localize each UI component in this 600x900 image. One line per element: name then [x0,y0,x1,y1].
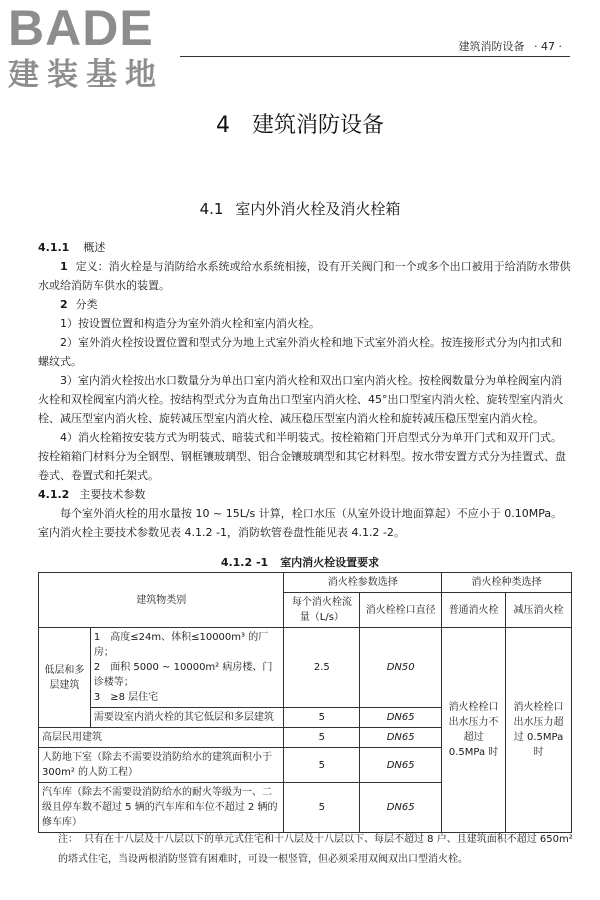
paragraph-text: 分类 [75,298,98,311]
cell-diameter: DN65 [360,728,442,748]
cell-flow: 5 [284,783,360,833]
table-header-row [39,573,572,593]
header-rule [180,56,570,57]
low-item-text: 高度≤24m、体积≤10000m³ 的厂房； [93,632,269,658]
cell-diameter: DN65 [360,748,442,783]
chapter-title [0,108,600,139]
list-item [38,428,572,485]
body-text [38,238,572,542]
list-item [38,371,572,428]
low-item-text: 面积 5000 ~ 10000m² 病房楼、门诊楼等； [93,662,273,688]
header-normal-hydrant: 普通消火栓 [442,593,506,628]
list-item-number: 4） [60,431,78,444]
table-number: 4.1.2 -1 [220,556,269,569]
running-title: 建筑消防设备 [458,40,525,53]
paragraph-definition [38,257,572,295]
section-title-text: 室内外消火栓及消火栓箱 [235,200,401,218]
list-item-text: 室外消火栓按设置位置和型式分为地上式室外消火栓和地下式室外消火栓。按连接形式分为内扣式和螺纹式。 [38,336,562,368]
bade-logo [8,2,164,92]
list-item-number: 2） [60,336,78,349]
chapter-number: 4 [215,113,230,138]
cell-flow: 5 [284,748,360,783]
cell-flow: 5 [284,728,360,748]
subsection-heading-4-1-2 [38,485,572,504]
low-item-number: 2 [93,662,101,673]
table-title: 室内消火栓设置要求 [280,556,380,569]
low-item [94,690,281,705]
paragraph-tech-params: 每个室外消火栓的用水量按 10 ~ 15L/s 计算，栓口水压（从室外设计地面算起）不应小于 0.10MPa。室内消火栓主要技术参数见表 4.1.2 -1，消防软管卷盘性能见表 4.1.2 -2。 [38,507,563,539]
group-low-rise: 低层和多层建筑 [39,628,91,728]
cell-low-other: 需要设室内消火栓的其它低层和多层建筑 [90,708,284,728]
chapter-title-text: 建筑消防设备 [251,113,384,138]
list-item-number: 1） [60,317,78,330]
cell-diameter: DN65 [360,783,442,833]
cell-flow: 2.5 [284,628,360,708]
list-item-text: 消火栓箱按安装方式为明装式、暗装式和半明装式。按栓箱箱门开启型式分为单开门式和双开门式。按栓箱箱门材料分为全钢型、钢框镶玻璃型、铝合金镶玻璃型和其它材料型。按水带安置方式分为挂置式、盘卷式、卷置式和托架式。 [38,431,566,482]
cell-reduce-note: 消火栓栓口出水压力超过 0.5MPa 时 [506,628,572,833]
footnote-label: 注： [58,834,78,845]
cell-normal-note: 消火栓栓口出水压力不超过 0.5MPa 时 [442,628,506,833]
footnote-text: 只有在十八层及十八层以下的单元式住宅和十八层及十八层以下、每层不超过 8 户、且建筑面积不超过 650m² 的塔式住宅，当设两根消防竖管有困难时，可设一根竖管，但必须采用双阀双出口型消火栓。 [58,834,573,865]
subsection-heading-4-1-1 [38,238,572,257]
section-number: 4.1 [199,200,224,218]
subsection-title: 主要技术参数 [79,488,146,501]
section-title [0,198,600,219]
table-row [39,628,572,708]
header-params: 消火栓参数选择 [284,573,442,593]
logo-text: BADE [8,0,154,56]
cell-diameter: DN50 [360,628,442,708]
list-item-text: 按设置位置和构造分为室外消火栓和室内消火栓。 [78,317,320,330]
low-item-number: 1 [93,632,101,643]
low-item [94,630,281,660]
paragraph-classification [38,295,572,314]
subsection-number: 4.1.2 [38,488,70,501]
paragraph-number: 2 [60,298,68,311]
page-number: · 47 · [534,40,562,53]
list-item-text: 室内消火栓按出水口数量分为单出口室内消火栓和双出口室内消火栓。按栓阀数量分为单栓阀室内消火栓和双栓阀室内消火栓。按结构型式分为直角出口型室内消火栓、45°出口型室内消火栓、旋转型室内消火栓、减压型室内消火栓、旋转减压型室内消火栓、减压稳压型室内消火栓和旋转减压稳压型室内消火栓。 [38,374,564,425]
cell-civil-defense: 人防地下室（除去不需要设消防给水的建筑面积小于 300m² 的人防工程） [39,748,284,783]
list-item [38,333,572,371]
header-diameter: 消火栓栓口直径 [360,593,442,628]
running-head [459,38,562,54]
cell-diameter: DN65 [360,708,442,728]
paragraph-text: 定义：消火栓是与消防给水系统或给水系统相接，设有开关阀门和一个或多个出口被用于给消防水带供水或给消防车供水的装置。 [38,260,571,292]
header-reducing-hydrant: 减压消火栓 [506,593,572,628]
hydrant-settings-table [38,572,572,833]
low-item-number: 3 [93,692,101,703]
header-types: 消火栓种类选择 [442,573,572,593]
paragraph-number: 1 [60,260,68,273]
header-building-category: 建筑物类别 [39,573,284,628]
table-footnote [58,830,578,870]
low-item-text: ≥8 层住宅 [110,692,159,703]
header-flow: 每个消火栓流量（L/s） [284,593,360,628]
cell-high-rise: 高层民用建筑 [39,728,284,748]
subsection-title: 概述 [83,241,106,254]
cell-garage: 汽车库（除去不需要设消防给水的耐火等级为一、二级且停车数不超过 5 辆的汽车库和车位不超过 2 辆的修车库） [39,783,284,833]
logo-subtitle: 建装基地 [8,57,164,93]
table-caption [0,554,600,570]
list-item [38,314,572,333]
subsection-number: 4.1.1 [38,241,70,254]
cell-flow: 5 [284,708,360,728]
low-item [94,660,281,690]
list-item-number: 3） [60,374,78,387]
low-rise-items [90,628,284,708]
